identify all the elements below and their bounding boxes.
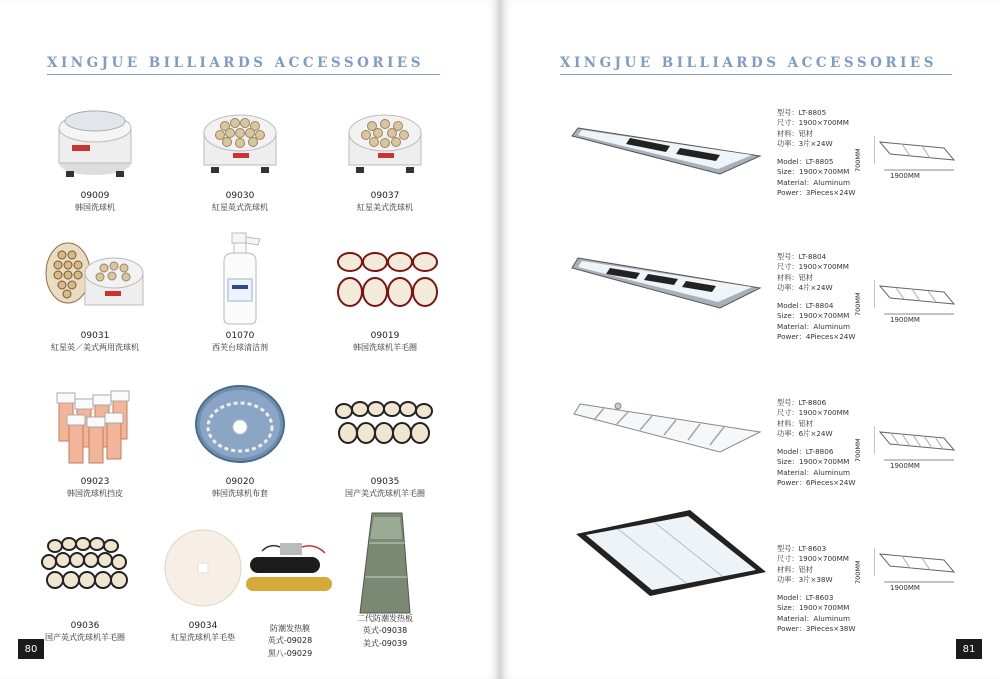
cloth-cover-icon [175, 374, 305, 474]
product-variant: 英式-09038 [362, 626, 408, 636]
product-card[interactable] [30, 374, 160, 499]
product-code: 09023 [80, 477, 110, 487]
header-rule [560, 74, 952, 75]
product-name: 韩国洗球机挡皮 [67, 489, 123, 498]
product-variant: 黑八-09029 [267, 648, 313, 658]
product-variant: 美式-09039 [362, 638, 408, 648]
page-number: 80 [18, 639, 44, 659]
billiard-light-icon [570, 398, 770, 508]
light-product-lt-8804[interactable] [570, 252, 1000, 372]
heating-board-icon [335, 508, 435, 618]
product-code: 09030 [225, 191, 255, 201]
spec-block: 型号：LT-8804 尺寸：1900×700MM 材料：铝材 功率：4片×24W Model：LT-8804 Size：1900×700MM Material：Aluminum Power：4Pieces×24W [777, 252, 856, 342]
dimension-diagram: 700MM 1900MM [860, 136, 970, 206]
product-card[interactable] [30, 228, 160, 353]
product-card[interactable] [175, 228, 305, 353]
product-name: 国产英式洗球机羊毛圈 [45, 633, 125, 642]
product-name: 紅星洗球机羊毛垫 [171, 633, 235, 642]
dimension-diagram: 700MM 1900MM [860, 548, 970, 618]
page-header: XINGJUE BILLIARDS ACCESSORIES [47, 55, 424, 71]
spec-block: 型号：LT-8603 尺寸：1900×700MM 材料：铝材 功率：3片×38W Model：LT-8603 Size：1900×700MM Material：Aluminum Power：3Pieces×38W [777, 544, 856, 634]
spec-block: 型号：LT-8806 尺寸：1900×700MM 材料：铝材 功率：6片×24W Model：LT-8806 Size：1900×700MM Material：Aluminum Power：6Pieces×24W [777, 398, 856, 488]
billiard-light-icon [570, 510, 770, 620]
product-card[interactable] [20, 518, 150, 643]
heating-film-icon [240, 518, 340, 618]
product-code: 09037 [370, 191, 400, 201]
product-code: 09035 [370, 477, 400, 487]
product-name: 防潮发热膜 [270, 624, 310, 633]
light-product-lt-8806[interactable] [570, 398, 1000, 518]
product-code: 01070 [225, 331, 255, 341]
product-code: 09019 [370, 331, 400, 341]
product-name: 韩国洗球机 [75, 203, 115, 212]
product-code: 09031 [80, 331, 110, 341]
product-code: 09034 [188, 621, 218, 631]
right-page [500, 0, 1000, 679]
product-card[interactable] [30, 88, 160, 213]
product-card[interactable] [175, 374, 305, 499]
spec-block: 型号：LT-8805 尺寸：1900×700MM 材料：铝材 功率：3片×24W Model：LT-8805 Size：1900×700MM Material：Aluminum Power：3Pieces×24W [777, 108, 856, 198]
wool-rings-icon [320, 228, 450, 328]
page-number: 81 [956, 639, 982, 659]
product-name: 国产美式洗球机羊毛圈 [345, 489, 425, 498]
product-card[interactable] [175, 88, 305, 213]
ball-washer-machine-icon [30, 228, 160, 328]
product-card[interactable] [240, 518, 340, 659]
product-card[interactable] [320, 374, 450, 499]
header-rule [47, 74, 440, 75]
product-variant: 英式-09028 [267, 636, 313, 646]
product-name: 韩国洗球机布套 [212, 489, 268, 498]
product-name: 二代防潮发热板 [357, 614, 413, 623]
light-product-lt-8805[interactable] [570, 108, 1000, 228]
product-card[interactable] [320, 228, 450, 353]
product-name: 紅星美式洗球机 [357, 203, 413, 212]
product-code: 09036 [70, 621, 100, 631]
product-card[interactable] [320, 88, 450, 213]
page-header: XINGJUE BILLIARDS ACCESSORIES [560, 55, 937, 71]
product-code: 09009 [80, 191, 110, 201]
product-card[interactable] [335, 508, 435, 649]
wool-rings-icon [320, 374, 450, 474]
ball-washer-machine-icon [320, 88, 450, 188]
spray-bottle-icon [175, 228, 305, 328]
ball-washer-machine-icon [30, 88, 160, 188]
product-code: 09020 [225, 477, 255, 487]
product-name: 紅星英式洗球机 [212, 203, 268, 212]
product-name: 西芙台球清洁剂 [212, 343, 268, 352]
wool-rings-icon [20, 518, 150, 618]
light-product-lt-8603[interactable] [570, 510, 1000, 640]
ball-washer-machine-icon [175, 88, 305, 188]
billiard-light-icon [570, 108, 770, 218]
leather-flaps-icon [30, 374, 160, 474]
dimension-diagram: 700MM 1900MM [860, 426, 970, 496]
product-name: 韩国洗球机羊毛圈 [353, 343, 417, 352]
product-name: 紅星英／美式两用洗球机 [51, 343, 139, 352]
dimension-diagram: 700MM 1900MM [860, 280, 970, 350]
billiard-light-icon [570, 252, 770, 362]
